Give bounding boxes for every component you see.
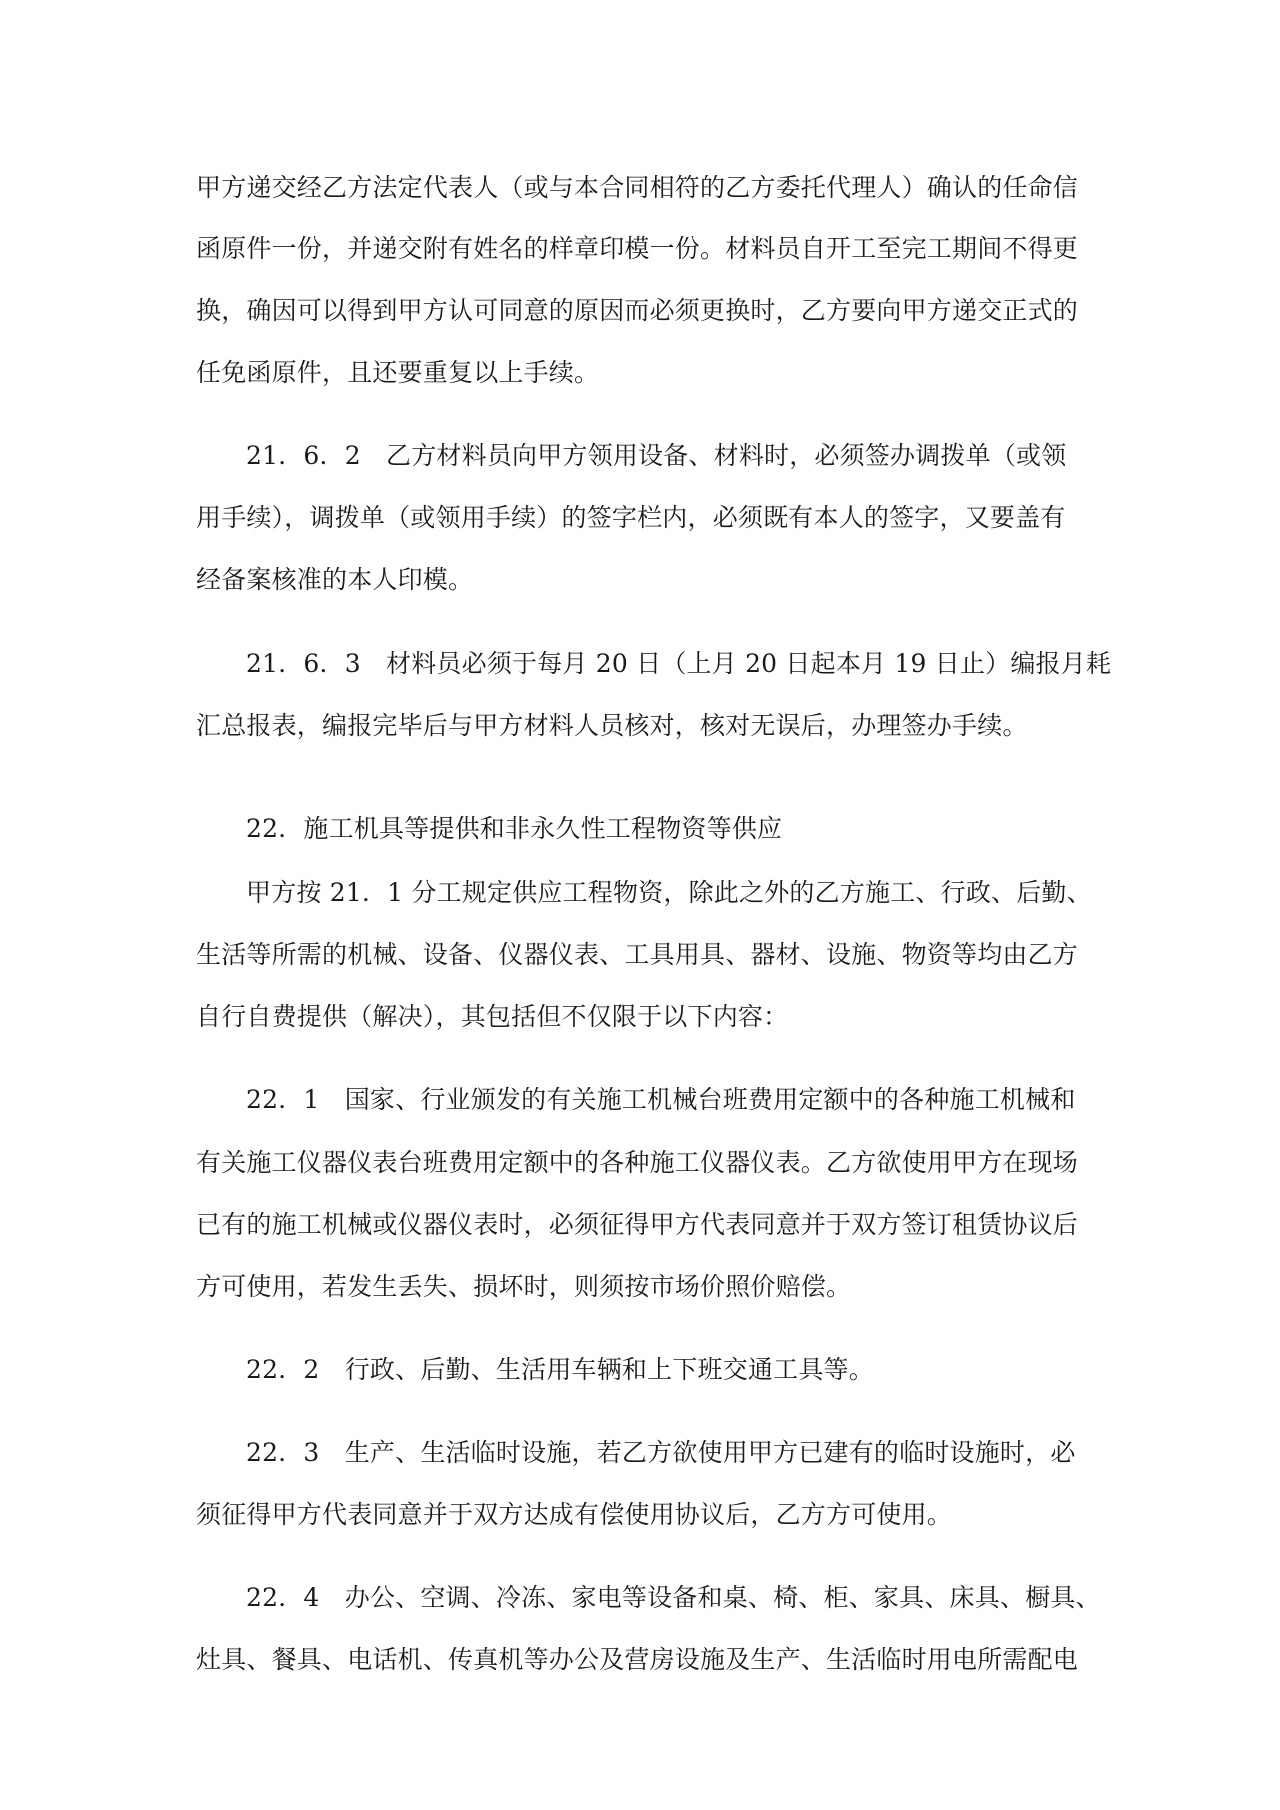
clause-22-3: 22．3 生产、生活临时设施，若乙方欲使用甲方已建有的临时设施时，必	[246, 1438, 1076, 1467]
clause-22-1: 22．1 国家、行业颁发的有关施工机械台班费用定额中的各种施工机械和	[246, 1085, 1076, 1114]
clause-22-2: 22．2 行政、后勤、生活用车辆和上下班交通工具等。	[246, 1355, 874, 1384]
text-line: 函原件一份，并递交附有姓名的样章印模一份。材料员自开工至完工期间不得更	[196, 234, 1079, 263]
text-line: 自行自费提供（解决），其包括但不仅限于以下内容：	[196, 1002, 789, 1031]
clause-21-6-2: 21．6．2 乙方材料员向甲方领用设备、材料时，必须签办调拨单（或领	[246, 441, 1067, 470]
text-line: 灶具、餐具、电话机、传真机等办公及营房设施及生产、生活临时用电所需配电	[196, 1645, 1079, 1674]
text-line: 甲方递交经乙方法定代表人（或与本合同相符的乙方委托代理人）确认的任命信	[196, 173, 1079, 202]
text-line: 任免函原件，且还要重复以上手续。	[196, 358, 600, 387]
text-line: 有关施工仪器仪表台班费用定额中的各种施工仪器仪表。乙方欲使用甲方在现场	[196, 1148, 1079, 1177]
section-heading-22: 22．施工机具等提供和非永久性工程物资等供应	[246, 814, 783, 843]
text-line: 汇总报表，编报完毕后与甲方材料人员核对，核对无误后，办理签办手续。	[196, 711, 1028, 740]
text-line: 须征得甲方代表同意并于双方达成有偿使用协议后，乙方方可使用。	[196, 1500, 953, 1529]
text-line: 生活等所需的机械、设备、仪器仪表、工具用具、器材、设施、物资等均由乙方	[196, 940, 1079, 969]
text-line: 用手续），调拨单（或领用手续）的签字栏内，必须既有本人的签字，又要盖有	[196, 503, 1066, 532]
text-line: 经备案核准的本人印模。	[196, 565, 474, 594]
text-line: 方可使用，若发生丢失、损坏时，则须按市场价照价赔偿。	[196, 1272, 852, 1301]
clause-21-6-3: 21．6．3 材料员必须于每月 20 日（上月 20 日起本月 19 日止）编报月耗	[246, 649, 1112, 678]
text-line: 甲方按 21．1 分工规定供应工程物资，除此之外的乙方施工、行政、后勤、	[246, 878, 1092, 907]
text-line: 换，确因可以得到甲方认可同意的原因而必须更换时，乙方要向甲方递交正式的	[196, 296, 1079, 325]
clause-22-4: 22．4 办公、空调、冷冻、家电等设备和桌、椅、柜、家具、床具、橱具、	[246, 1583, 1101, 1612]
text-line: 已有的施工机械或仪器仪表时，必须征得甲方代表同意并于双方签订租赁协议后	[196, 1210, 1079, 1239]
